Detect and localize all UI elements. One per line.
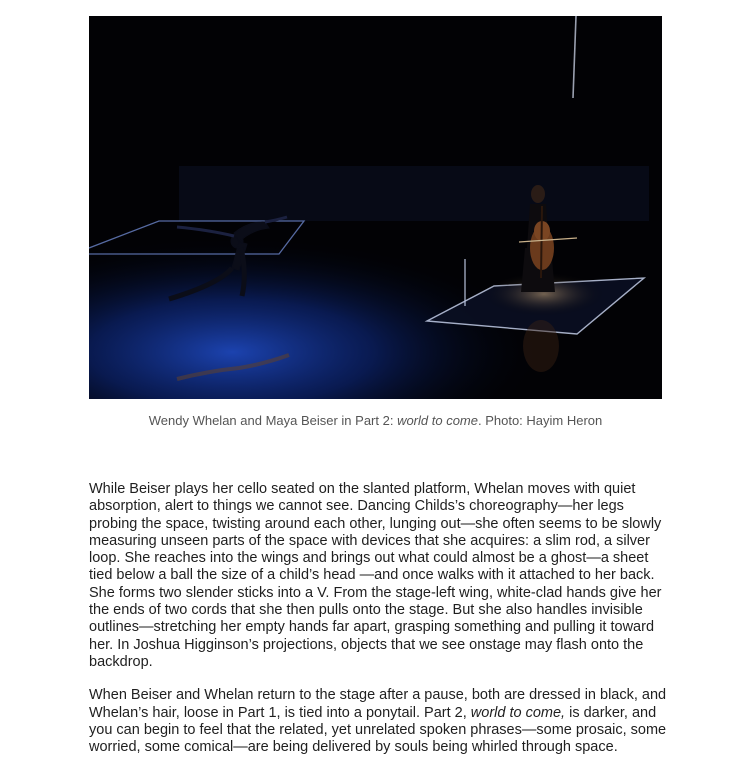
article-paragraph-2 [89, 687, 669, 756]
photo-caption [89, 413, 662, 428]
paragraph-2-text-after: is darker, and you can begin to feel that the related, yet unrelated spoken phrases—some prosaic, some worried, some comical—are being delivered by souls being whirled through space. [89, 704, 667, 756]
paragraph-2-work-title: world to come, [470, 704, 566, 721]
caption-prefix: Wendy Whelan and Maya Beiser in Part 2: [148, 413, 398, 428]
caption-suffix: . Photo: Hayim Heron [477, 413, 603, 428]
caption-work-title: world to come [397, 413, 478, 428]
article-paragraph-1: While Beiser plays her cello seated on the slanted platform, Whelan moves with quiet absorption, alert to things we cannot see. Dancing Childs’s choreography—her legs probing the space, twisting around each other, lunging out—she often seems to be slowly measuring unseen parts of the space with devices that she acquires: a slim rod, a silver loop. She reaches into the wings and brings out what could almost be a ghost—a sheet tied below a ball the size of a child’s head —and once walks with it attached to her back. She forms two slender sticks into a V. From the stage-left wing, white-clad hands give her the ends of two cords that she then pulls onto the stage. But she also handles invisible outlines—stretching her empty hands far apart, grasping something and pulling it toward her. In Joshua Higginson’s projections, objects that we see onstage may flash onto the backdrop. [89, 481, 662, 670]
stage-illustration [89, 16, 662, 399]
paragraph-2-text-before: When Beiser and Whelan return to the stage after a pause, both are dressed in black, and Whelan’s hair, loose in Part 1, is tied into a ponytail. Part 2, [89, 687, 667, 721]
performance-photo [89, 16, 662, 399]
article-body [89, 481, 669, 772]
